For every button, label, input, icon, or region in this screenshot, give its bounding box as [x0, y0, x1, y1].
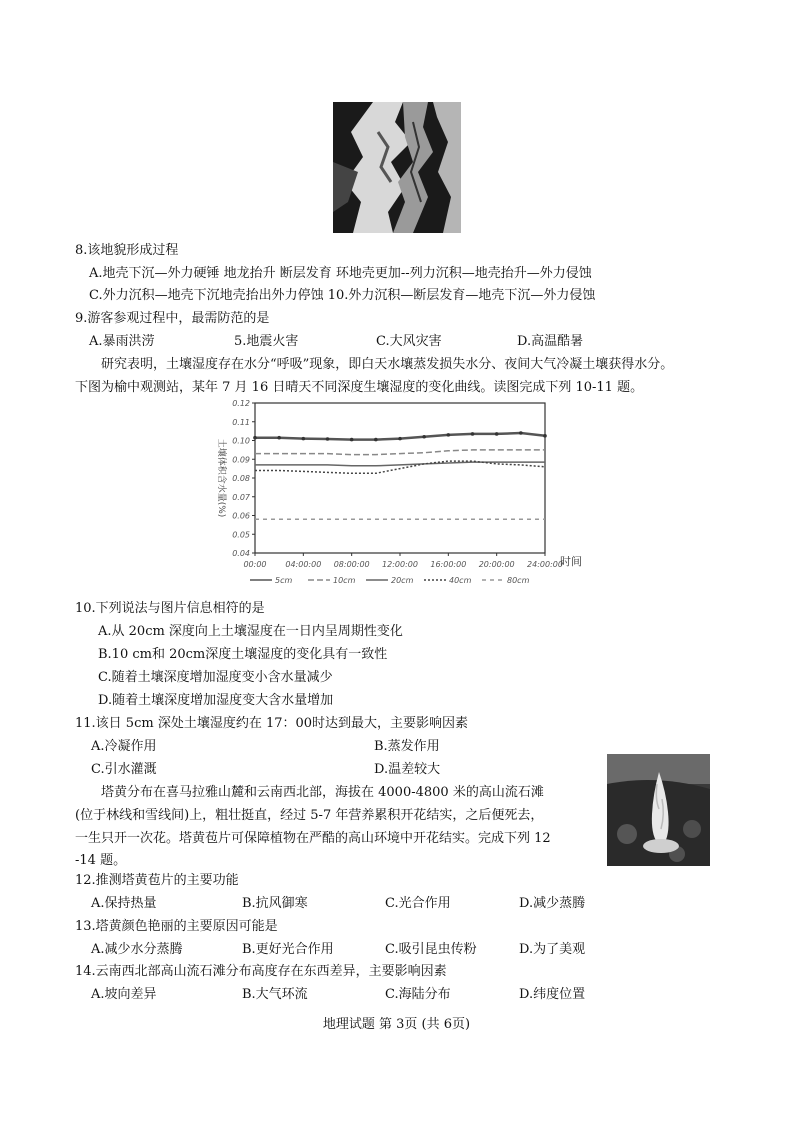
legend-label-40cm: 40cm: [449, 576, 472, 585]
y-tick-label: 0.11: [232, 417, 250, 427]
q11-option-a: A.冷凝作用: [91, 739, 157, 754]
q10-stem: 10.下列说法与图片信息相符的是: [75, 601, 265, 616]
q13-option-b: B.更好光合作用: [242, 942, 334, 957]
q11-stem: 11.该日 5cm 深处土壤湿度约在 17：00时达到最大，主要影响因素: [75, 716, 469, 731]
y-tick-label: 0.04: [232, 549, 250, 558]
intro-12-14-line2: (位于林线和雪线间)上，粗壮挺直，经过 5-7 年营养累积开花结实，之后便死去，: [75, 808, 544, 823]
q11-option-c: C.引水灌溉: [91, 762, 157, 777]
x-tick-label: 08:00:00: [333, 560, 370, 569]
legend-label-20cm: 20cm: [391, 576, 414, 585]
q10-option-b: B.10 cm和 20cm深度土壤湿度的变化具有一致性: [98, 647, 388, 662]
legend-label-80cm: 80cm: [507, 576, 530, 585]
landform-photo: [333, 102, 461, 233]
intro-10-11-line2: 下图为榆中观测站，某年 7 月 16 日晴天不同深度生壤湿度的变化曲线。读图完成下列 10-11 题。: [75, 380, 644, 395]
y-tick-label: 0.06: [232, 511, 250, 521]
q9-option-b: 5.地震火害: [234, 334, 299, 349]
intro-12-14-line3: 一生只开一次花。塔黄苞片可保障植物在严酷的高山环境中开花结实。完成下列 12: [75, 831, 551, 846]
data-point-5cm: [422, 435, 426, 439]
intro-10-11-line1: 研究表明，土壤湿度存在水分“呼吸”现象，即白天水壤蒸发损失水分、夜间大气冷凝土壤获得水分。: [101, 357, 674, 372]
y-tick-label: 0.10: [232, 436, 250, 446]
data-point-5cm: [519, 431, 523, 435]
y-tick-label: 0.05: [232, 530, 250, 540]
q13-option-c: C.吸引昆虫传粉: [385, 942, 477, 957]
y-tick-label: 0.08: [232, 474, 250, 483]
q11-option-b: B.蒸发作用: [374, 739, 440, 754]
x-tick-label: 12:00:00: [382, 560, 418, 569]
page-footer: 地理试题 第 3页 (共 6页): [322, 1017, 471, 1032]
q8-option-a: A.地壳下沉—外力硬锤 地龙抬升 断层发育 环地壳更加--列力沉积—地壳抬升—外力侵蚀: [89, 266, 592, 281]
q12-option-a: A.保持热量: [91, 896, 157, 911]
series-line-20cm: [255, 462, 545, 466]
rheum-nobile-photo: [607, 754, 710, 866]
intro-12-14-line1: 塔黄分布在喜马拉雅山麓和云南西北部，海拔在 4000-4800 米的高山流石滩: [101, 785, 544, 800]
x-tick-label: 00:00: [243, 560, 267, 569]
data-point-5cm: [350, 438, 354, 442]
data-point-5cm: [326, 437, 330, 441]
y-tick-label: 0.12: [232, 399, 250, 408]
q9-option-a: A.暴雨洪涝: [89, 334, 155, 349]
q14-option-b: B.大气环流: [242, 987, 308, 1002]
x-axis-label: 时间: [560, 555, 582, 568]
series-line-10cm: [255, 450, 545, 455]
x-tick-label: 24:00:00: [527, 560, 563, 569]
y-axis-label: 土壤体积含水量(%): [216, 438, 226, 518]
q14-option-d: D.纬度位置: [519, 987, 586, 1002]
q12-option-d: D.减少蒸腾: [519, 896, 586, 911]
data-point-5cm: [253, 436, 257, 440]
soil-moisture-chart: [205, 397, 600, 595]
q13-option-d: D.为了美观: [519, 942, 586, 957]
q10-option-c: C.随着土壤深度增加湿度变小含水量减少: [98, 670, 333, 685]
q12-option-c: C.光合作用: [385, 896, 451, 911]
q12-stem: 12.推测塔黄苞片的主要功能: [75, 873, 239, 888]
q10-option-a: A.从 20cm 深度向上土壤湿度在一日内呈周期性变化: [98, 624, 403, 639]
x-tick-label: 16:00:00: [430, 560, 467, 569]
q13-stem: 13.塔黄颜色艳丽的主要原因可能是: [75, 919, 278, 934]
y-tick-label: 0.07: [232, 492, 250, 502]
data-point-5cm: [447, 433, 451, 437]
q9-stem: 9.游客参观过程中，最需防范的是: [75, 311, 270, 326]
x-tick-label: 04:00:00: [285, 560, 322, 569]
q11-option-d: D.温差较大: [374, 762, 441, 777]
q8-option-c: C.外力沉积—地壳下沉地壳抬出外力停蚀 10.外力沉积—断层发育—地壳下沉—外力侵蚀: [89, 288, 596, 303]
legend-label-5cm: 5cm: [275, 576, 293, 585]
series-line-40cm: [255, 461, 545, 473]
q14-option-c: C.海陆分布: [385, 987, 451, 1002]
legend-label-10cm: 10cm: [333, 576, 356, 585]
data-point-5cm: [398, 437, 402, 441]
data-point-5cm: [302, 437, 306, 441]
data-point-5cm: [374, 438, 378, 442]
data-point-5cm: [277, 436, 281, 440]
q8-stem: 8.该地貌形成过程: [75, 243, 179, 258]
q9-option-c: C.大风灾害: [376, 334, 442, 349]
data-point-5cm: [543, 434, 547, 438]
q9-option-d: D.高温酷暑: [517, 334, 584, 349]
q12-option-b: B.抗风御寒: [242, 896, 308, 911]
data-point-5cm: [471, 432, 475, 436]
q10-option-d: D.随着土壤深度增加湿度变大含水量增加: [98, 693, 334, 708]
q14-stem: 14.云南西北部高山流石滩分布高度存在东西差异，主要影响因素: [75, 964, 447, 979]
x-tick-label: 20:00:00: [478, 560, 515, 569]
y-tick-label: 0.09: [232, 455, 250, 465]
data-point-5cm: [495, 432, 499, 436]
plot-frame: [255, 403, 545, 553]
q14-option-a: A.坡向差异: [91, 987, 157, 1002]
intro-12-14-line4: -14 题。: [75, 853, 127, 868]
q13-option-a: A.减少水分蒸腾: [91, 942, 183, 957]
